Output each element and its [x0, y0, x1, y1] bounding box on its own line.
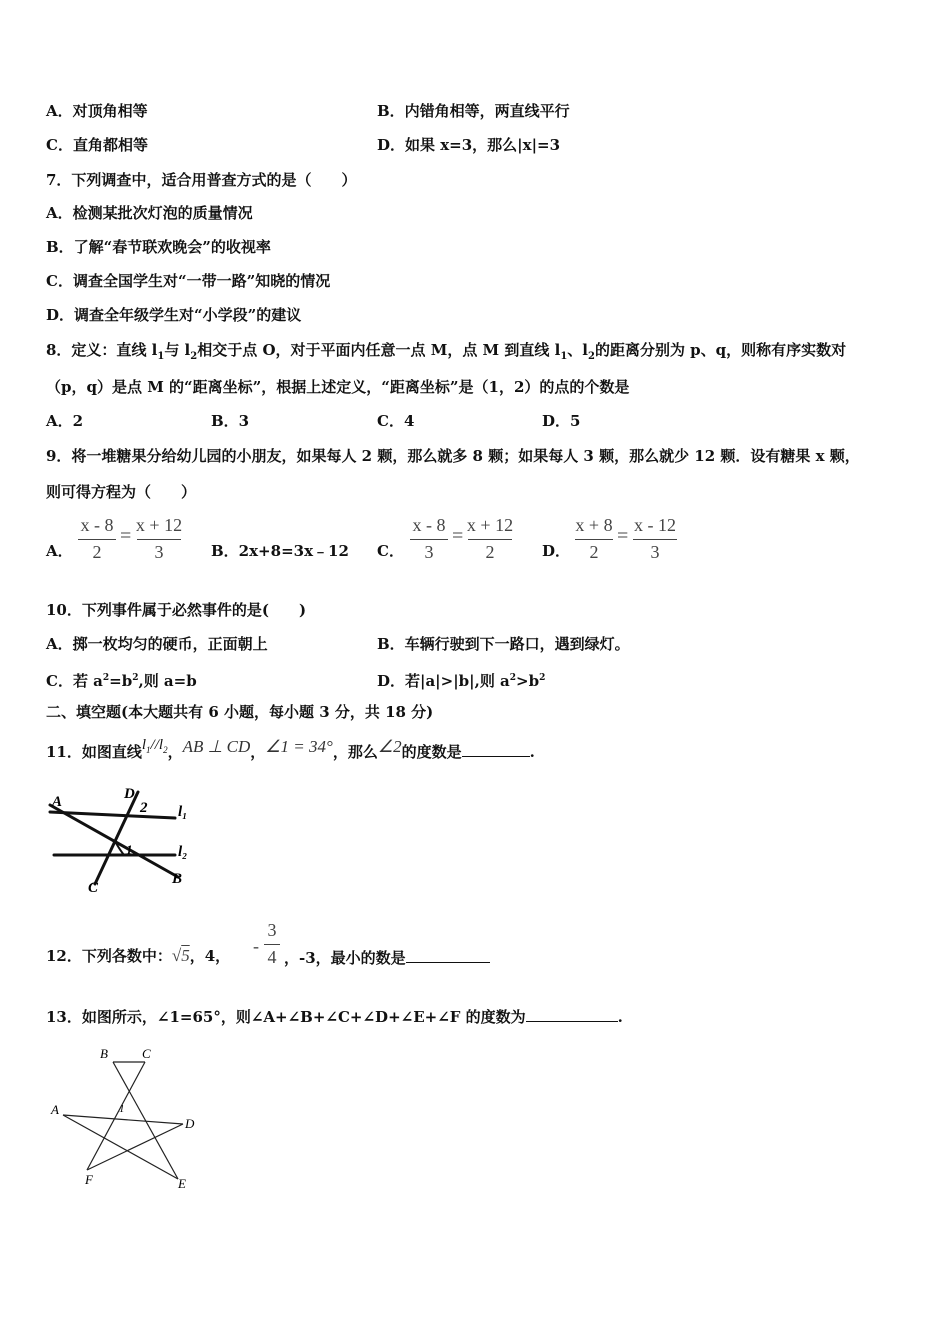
q8-stem: 8．定义：直线 $l_1$与 $l_2$相交于点 O，对于平面内任意一点 M，点 M 到直线 $l_1$、$l_2$的距离分别为 p、q，则称有序实数对: [46, 341, 847, 362]
q8-option-b: B．3: [211, 412, 250, 430]
q11-answer-blank: [462, 740, 530, 757]
q7-option-d: D．调查全年级学生对“小学段”的建议: [46, 306, 302, 324]
q9-a-equals: =: [120, 525, 132, 547]
section-heading-fill-in: 二、填空题(本大题共有 6 小题，每小题 3 分，共 18 分): [46, 703, 434, 721]
q11-figure: [40, 780, 200, 898]
fig11-label-1: 1: [126, 842, 133, 857]
fig11-label-d: D: [124, 786, 135, 802]
fig11-label-c: C: [88, 880, 99, 896]
q7-stem: 7．下列调查中，适合用普查方式的是（ ）: [46, 171, 357, 189]
q9-stem-line2: 则可得方程为（ ）: [46, 483, 197, 501]
q13-stem: 13．如图所示，∠1=65°，则∠A+∠B+∠C+∠D+∠E+∠F 的度数为 .: [46, 1005, 623, 1027]
fig11-label-l2: l₂: [178, 844, 188, 860]
fig11-label-b: B: [172, 871, 183, 887]
q7-option-a: A．检测某批次灯泡的质量情况: [46, 204, 253, 222]
q12-answer-blank: [406, 946, 490, 963]
fig13-label-e: E: [178, 1176, 186, 1191]
q9-d-equals: =: [617, 525, 629, 547]
q10-option-a: A．掷一枚均匀的硬币，正面朝上: [46, 635, 268, 653]
fig13-label-1: 1: [119, 1103, 125, 1115]
q11-stem: 11．如图直线$l_1//l_2$，AB ⊥ CD，∠1 = 34°，那么∠2的度数是 .: [46, 737, 535, 761]
q7-option-c: C．调查全国学生对“一带一路”知晓的情况: [46, 272, 331, 290]
q6-option-b: B．内错角相等，两直线平行: [377, 102, 570, 120]
q9-option-a-label: A．: [46, 542, 73, 560]
q8-option-c: C．4: [377, 412, 415, 430]
sqrt-value: 5: [181, 946, 190, 965]
fig11-label-a: A: [52, 794, 63, 810]
q13-figure: [45, 1042, 215, 1192]
segment-ad: [63, 1115, 183, 1124]
fig13-label-a: A: [51, 1102, 59, 1117]
q8-option-a: A．2: [46, 412, 84, 430]
line-cd: [95, 792, 138, 884]
sqrt-symbol: √: [171, 946, 182, 965]
q10-option-b: B．车辆行驶到下一路口，遇到绿灯。: [377, 635, 630, 653]
fig13-label-b: B: [100, 1046, 108, 1061]
q12-stem-pre: 12．下列各数中：√5，4，: [46, 946, 231, 965]
q6-option-c: C．直角都相等: [46, 136, 148, 154]
q9-option-b: B．2x+8=3x﹣12: [211, 542, 349, 560]
q8-option-d: D．5: [542, 412, 581, 430]
q13-answer-blank: [526, 1005, 618, 1022]
fig13-label-f: F: [85, 1172, 93, 1187]
q9-c-equals: =: [452, 525, 464, 547]
q8-stem-line2: （p，q）是点 M 的“距离坐标”，根据上述定义，“距离坐标”是（1，2）的点的个数是: [46, 378, 630, 396]
q10-option-c: C．若 $a^2=b^2$,则 a=b: [46, 672, 197, 690]
fig11-label-2: 2: [140, 800, 148, 816]
segment-cf: [87, 1062, 145, 1170]
q9-option-c-label: C．: [377, 542, 404, 560]
q12-stem-post: ，-3，最小的数是: [284, 946, 490, 968]
fig11-label-l1: l₁: [178, 804, 188, 820]
q9-option-d-label: D．: [542, 542, 571, 560]
q9-stem: 9．将一堆糖果分给幼儿园的小朋友，如果每人 2 颗，那么就多 8 颗；如果每人 3 颗，那么就少 12 颗．设有糖果 x 颗，: [46, 447, 860, 465]
q10-stem: 10．下列事件属于必然事件的是( ): [46, 601, 307, 619]
q6-option-a: A．对顶角相等: [46, 102, 148, 120]
q6-option-d: D．如果 x=3，那么|x|=3: [377, 136, 561, 154]
fig13-label-d: D: [185, 1116, 195, 1131]
q10-option-d: D．若|a|>|b|,则 $a^2>b^2$: [377, 672, 546, 690]
q7-option-b: B．了解“春节联欢晚会”的收视率: [46, 238, 271, 256]
fig13-label-c: C: [142, 1046, 151, 1061]
